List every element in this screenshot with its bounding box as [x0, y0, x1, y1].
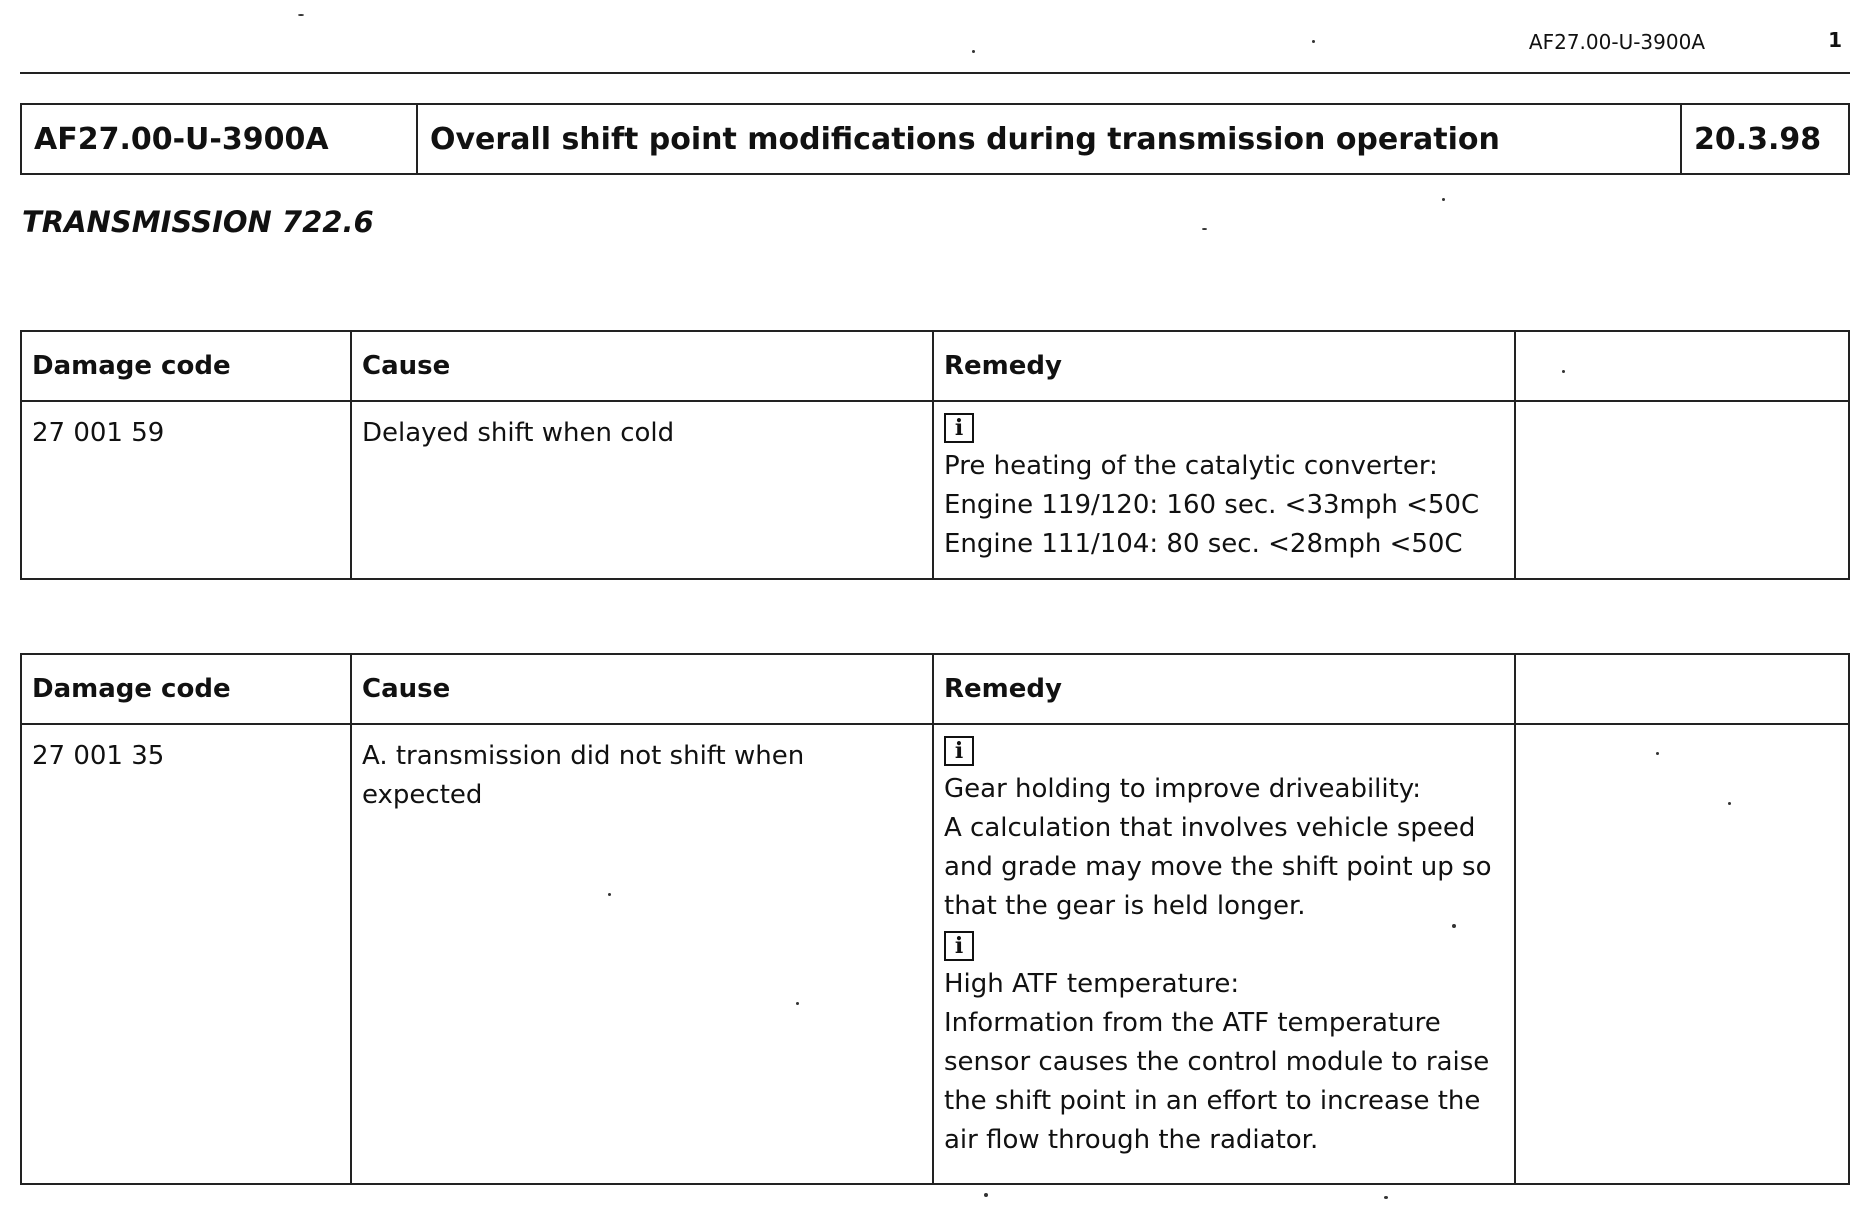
document-date: 20.3.98: [1694, 121, 1822, 157]
scan-speck: [608, 893, 611, 896]
column-header-cause: Cause: [352, 655, 934, 723]
remedy-line: Gear holding to improve driveability:: [944, 774, 1422, 804]
scan-speck: [1728, 802, 1731, 805]
scan-speck: [1452, 924, 1456, 928]
scan-speck: [298, 14, 304, 16]
table-row: [22, 402, 1848, 578]
cause-line: expected: [362, 780, 483, 810]
info-icon: i: [944, 413, 974, 443]
column-header-damage-code: Damage code: [22, 655, 352, 723]
table-row: [22, 725, 1848, 1183]
cause-line: A. transmission did not shift when: [362, 741, 805, 771]
scan-speck: [1656, 752, 1659, 755]
column-header-remedy: Remedy: [934, 332, 1516, 400]
remedy-line: sensor causes the control module to raise: [944, 1047, 1490, 1077]
column-header-cause: Cause: [352, 332, 934, 400]
remedy-line: air flow through the radiator.: [944, 1125, 1319, 1155]
remedy-line: the shift point in an effort to increase the: [944, 1086, 1481, 1116]
remedy-line: and grade may move the shift point up so: [944, 852, 1492, 882]
cause-cell: [352, 725, 934, 1183]
info-icon: i: [944, 736, 974, 766]
extra-cell: [1516, 725, 1848, 1183]
extra-cell: [1516, 402, 1848, 578]
damage-code-cell: 27 001 35: [22, 725, 352, 1183]
table-header-row: [22, 332, 1848, 402]
table-header-row: [22, 655, 1848, 725]
scan-speck: [1202, 228, 1207, 230]
column-header-damage-code: Damage code: [22, 332, 352, 400]
document-title: Overall shift point modifications during transmission operation: [418, 105, 1682, 173]
damage-table-1: [20, 330, 1850, 580]
title-doc-code: AF27.00-U-3900A: [22, 105, 418, 173]
remedy-line: Information from the ATF temperature: [944, 1008, 1441, 1038]
info-icon: i: [944, 931, 974, 961]
scan-speck: [984, 1193, 988, 1197]
scan-speck: [1384, 1196, 1388, 1199]
remedy-line: Engine 119/120: 160 sec. <33mph <50C: [944, 490, 1480, 520]
section-title: TRANSMISSION 722.6: [22, 205, 374, 239]
cause-line: Delayed shift when cold: [362, 418, 675, 448]
scan-speck: [1562, 370, 1565, 373]
column-header-remedy: Remedy: [934, 655, 1516, 723]
damage-code-cell: 27 001 59: [22, 402, 352, 578]
scan-speck: [1312, 40, 1315, 43]
page-number: 1: [1828, 28, 1842, 52]
cause-cell: [352, 402, 934, 578]
column-header-extra: [1516, 655, 1848, 723]
page-header: [20, 22, 1850, 74]
remedy-line: Engine 111/104: 80 sec. <28mph <50C: [944, 529, 1463, 559]
column-header-extra: [1516, 332, 1848, 400]
scan-speck: [796, 1002, 799, 1005]
scan-speck: [972, 50, 975, 53]
scan-speck: [1442, 198, 1445, 201]
remedy-cell: [934, 725, 1516, 1183]
remedy-cell: [934, 402, 1516, 578]
remedy-line: that the gear is held longer.: [944, 891, 1306, 921]
remedy-line: Pre heating of the catalytic converter:: [944, 451, 1438, 481]
remedy-line: A calculation that involves vehicle speed: [944, 813, 1476, 843]
header-doc-code: AF27.00-U-3900A: [1528, 30, 1705, 54]
remedy-line: High ATF temperature:: [944, 969, 1240, 999]
damage-table-2: [20, 653, 1850, 1185]
title-block: [20, 103, 1850, 175]
